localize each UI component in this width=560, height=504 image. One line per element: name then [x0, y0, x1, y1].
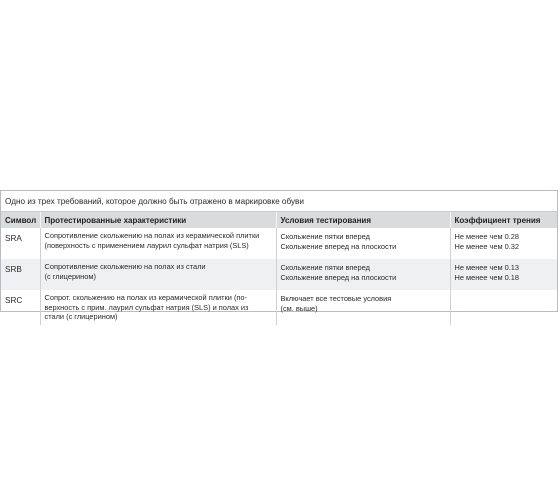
row-symbol: SRA [1, 228, 40, 259]
table-row-sra [1, 228, 557, 259]
row-coefficient [450, 290, 557, 325]
slip-resistance-table-frame [0, 190, 558, 322]
row-coefficient [450, 259, 557, 290]
characteristics-line: Сопрот. скольжению на полах из керамической плитки (по- [44, 293, 247, 302]
conditions-line: (см. выше) [280, 303, 318, 313]
row-coefficient [450, 228, 557, 259]
row-characteristics [40, 290, 276, 325]
coefficient-line: Не менее чем 0.13 [454, 263, 520, 272]
conditions-line: Скольжение вперед на плоскости [280, 241, 397, 251]
conditions-line: Скольжение пятки вперед [280, 263, 370, 272]
table-row-src [1, 290, 557, 325]
header-symbol: Символ [1, 212, 40, 228]
header-conditions: Условия тестирования [276, 212, 450, 228]
header-row [1, 212, 557, 228]
row-characteristics [40, 259, 276, 290]
coefficient-line: Не менее чем 0.18 [454, 272, 520, 282]
characteristics-line: Сопротивление скольжению на полах из стали [44, 262, 206, 271]
characteristics-line: верхность с прим. лаурил сульфат натрия (SLS) и полах из [44, 302, 249, 312]
conditions-line: Включает все тестовые условия [280, 294, 392, 303]
characteristics-line: Сопротивление скольжению на полах из керамической плитки [44, 231, 260, 240]
conditions-line: Скольжение пятки вперед [280, 232, 370, 241]
coefficient-line: Не менее чем 0.32 [454, 241, 520, 251]
table-row-srb [1, 259, 557, 290]
header-coefficient: Коэффициент трения [450, 212, 557, 228]
row-conditions [276, 228, 450, 259]
characteristics-line: стали (с глицерином) [44, 312, 118, 322]
conditions-line: Скольжение вперед на плоскости [280, 272, 397, 282]
row-conditions [276, 259, 450, 290]
coefficient-line: Не менее чем 0.28 [454, 232, 520, 241]
row-conditions [276, 290, 450, 325]
slip-resistance-table [1, 212, 557, 325]
row-symbol: SRC [1, 290, 40, 325]
characteristics-line: (поверхность с применением лаурил сульфат натрия (SLS) [44, 240, 249, 250]
header-characteristics: Протестированные характеристики [40, 212, 276, 228]
characteristics-line: (с глицерином) [44, 271, 96, 281]
row-symbol: SRB [1, 259, 40, 290]
table-caption: Одно из трех требований, которое должно быть отражено в маркировке обуви [1, 191, 557, 212]
row-characteristics [40, 228, 276, 259]
